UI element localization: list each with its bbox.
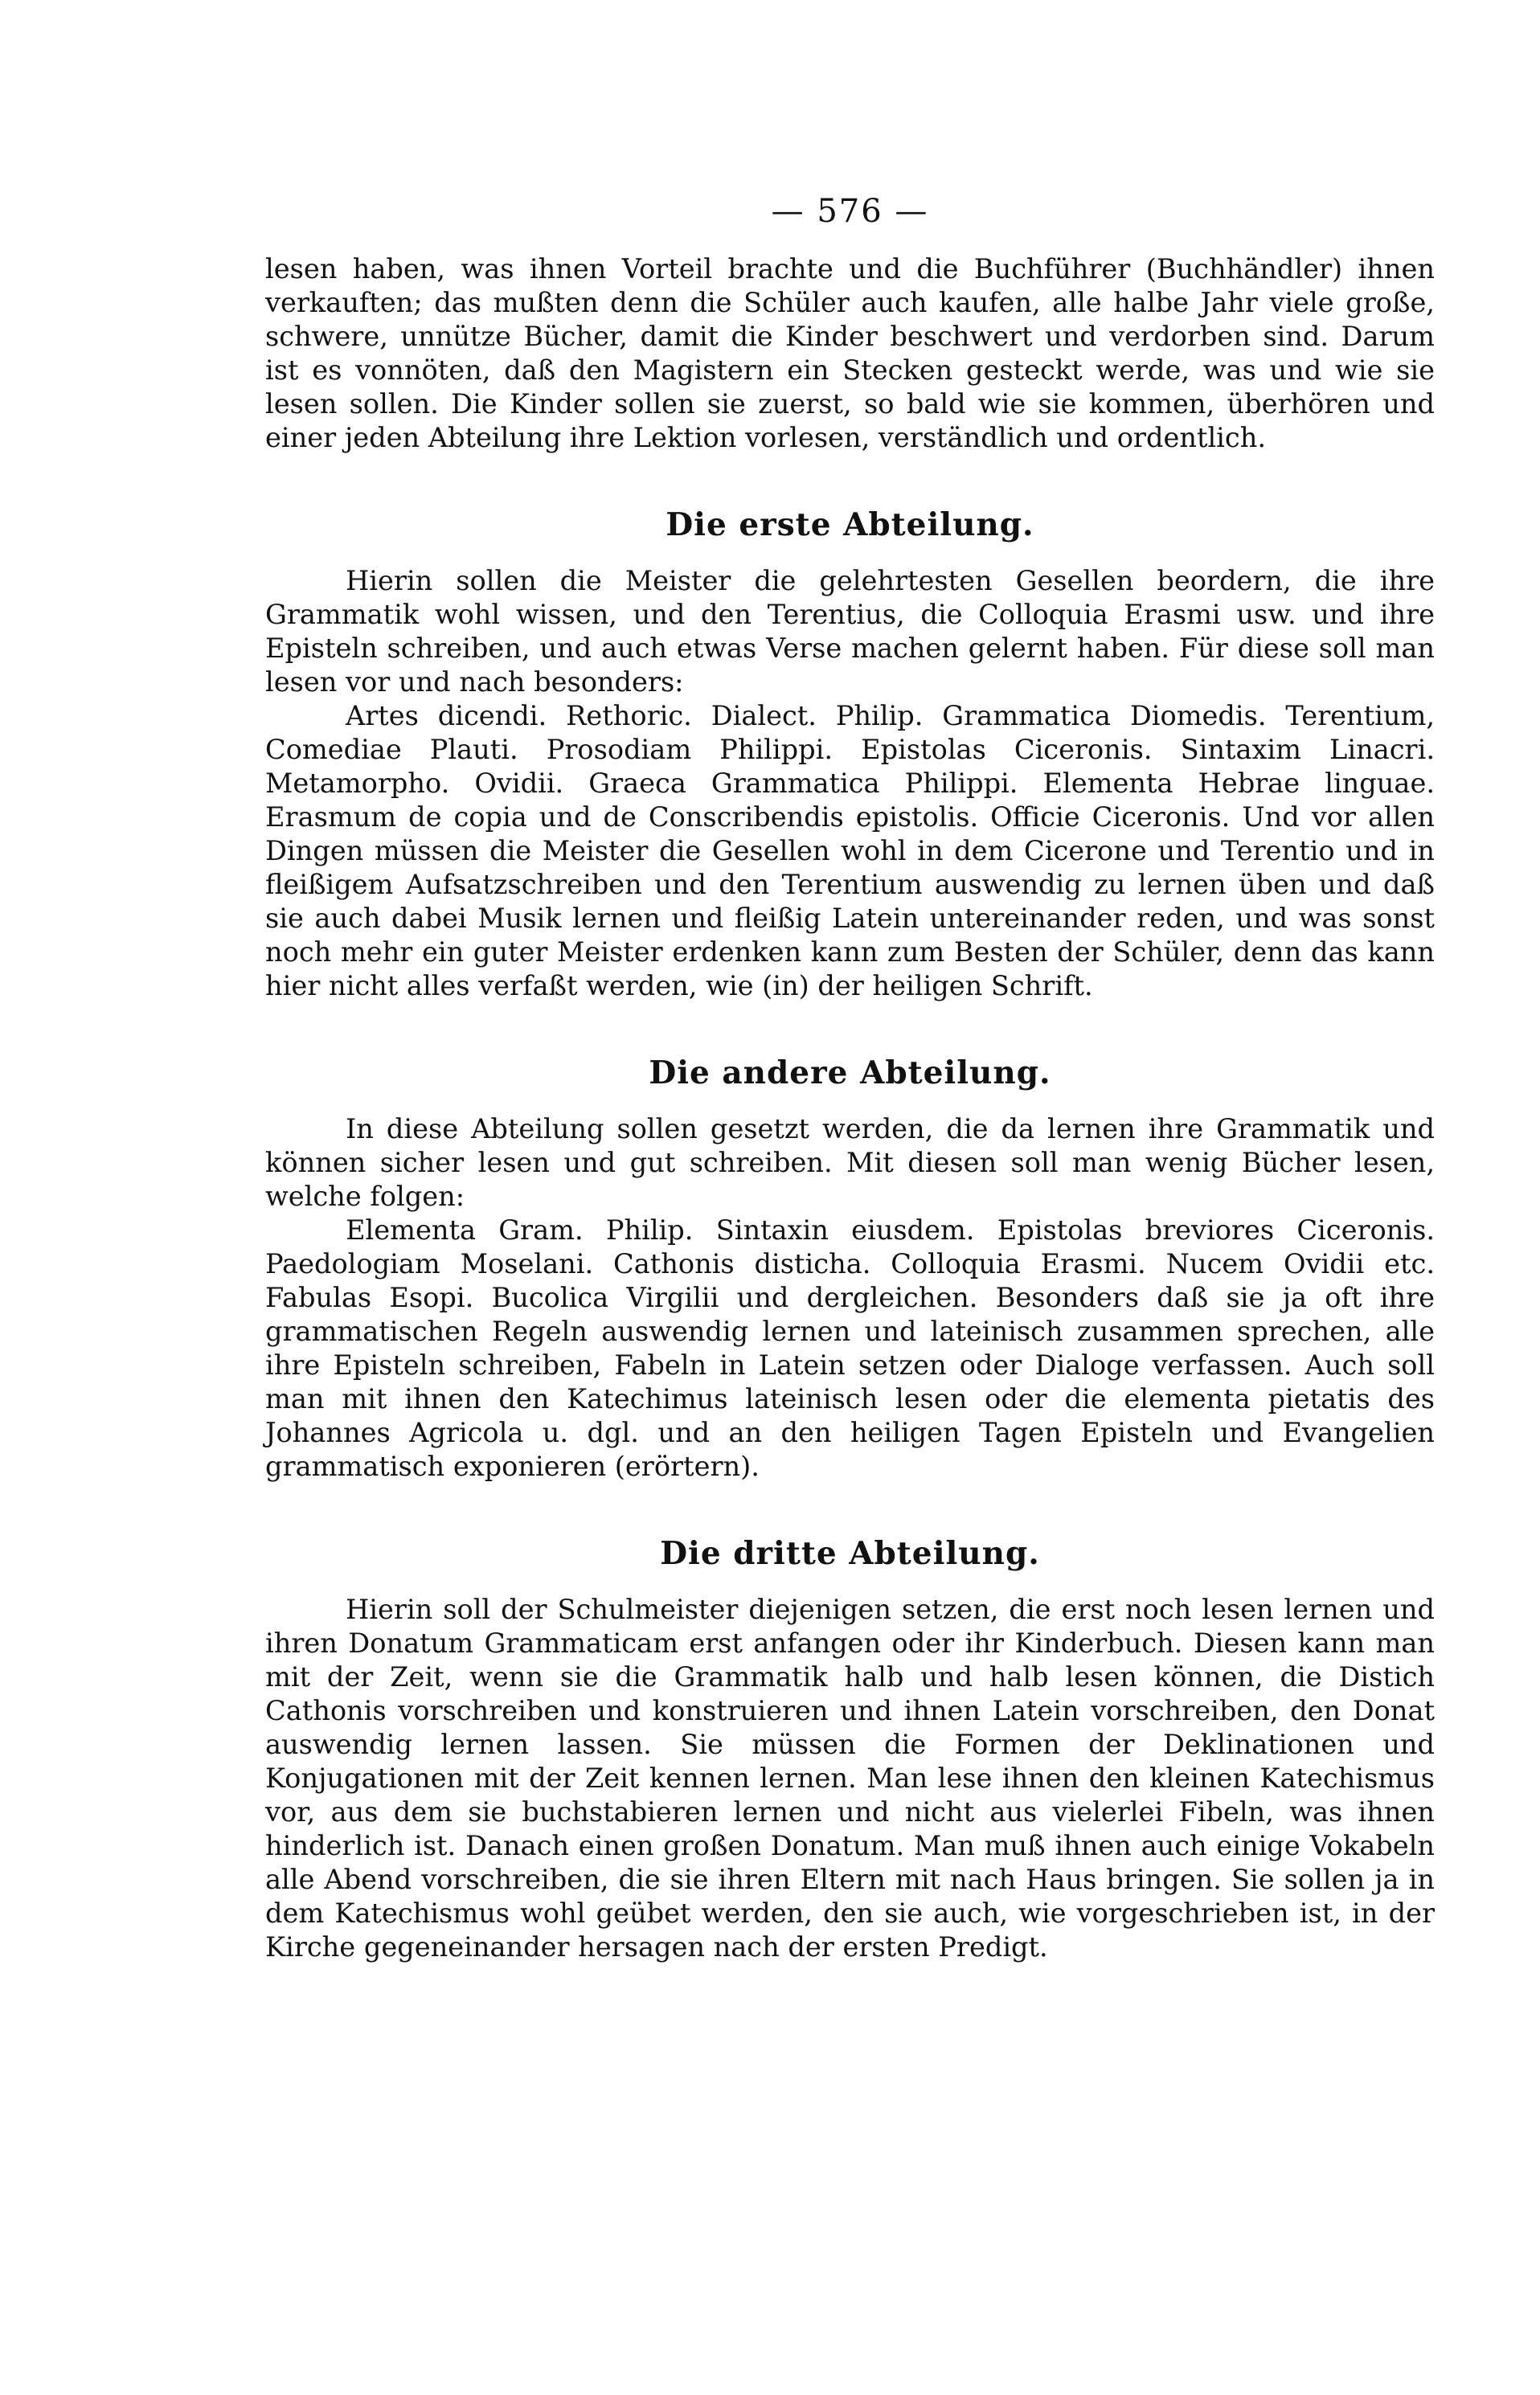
section-heading: Die erste Abteilung. xyxy=(666,506,1034,543)
section-erste-abteilung xyxy=(265,506,1435,1003)
book-list-paragraph: Artes dicendi. Rethoric. Dialect. Philip. Grammatica Diomedis. Terentium, Comediae Plauti. Prosodiam Philippi. Epistolas Ciceronis. Sintaxim Linacri. Metamorpho. Ovidii. Graeca Grammatica Philippi. Elementa Hebrae linguae. Erasmum de copia und de Conscribendis epistolis. Officie Ciceronis. Und vor allen Dingen müssen die Meister die Gesellen wohl in dem Cicerone und Terentio und in fleißigem Aufsatzschreiben und den Terentium auswendig zu lernen üben und daß sie auch dabei Musik lernen und fleißig Latein untereinander reden, und was sonst noch mehr ein guter Meister erdenken kann zum Besten der Schüler, denn das kann hier nicht alles verfaßt werden, wie (in) der heiligen Schrift. xyxy=(265,700,1435,1001)
book-list-paragraph: Elementa Gram. Philip. Sintaxin eiusdem. Epistolas breviores Ciceronis. Paedologiam Moselani. Cathonis disticha. Colloquia Erasmi. Nucem Ovidii etc. Fabulas Esopi. Bucolica Virgilii und dergleichen. Besonders daß sie ja oft ihre grammatischen Regeln auswendig lernen und lateinisch zusammen sprechen, alle ihre Episteln schreiben, Fabeln in Latein setzen oder Dialoge verfassen. Auch soll man mit ihnen den Katechimus lateinisch lesen oder die elementa pietatis des Johannes Agricola u. dgl. und an den heiligen Tagen Episteln und Evangelien grammatisch exponieren (erörtern). xyxy=(265,1214,1435,1482)
page-number: — 576 — xyxy=(771,193,929,230)
section-dritte-abteilung xyxy=(265,1535,1435,1964)
section-andere-abteilung xyxy=(265,1054,1435,1484)
document-page xyxy=(265,193,1435,1964)
section-heading: Die dritte Abteilung. xyxy=(660,1535,1040,1572)
section-paragraph: Hierin sollen die Meister die gelehrtesten Gesellen beordern, die ihre Grammatik wohl wissen, und den Terentius, die Colloquia Erasmi usw. und ihre Episteln schreiben, und auch etwas Verse machen gelernt haben. Für diese soll man lesen vor und nach besonders: xyxy=(265,565,1435,698)
intro-paragraph: lesen haben, was ihnen Vorteil brachte und die Buchführer (Buchhändler) ihnen verkauften; das mußten denn die Schüler auch kaufen, alle halbe Jahr viele große, schwere, unnütze Bücher, damit die Kinder beschwert und verdorben sind. Darum ist es vonnöten, daß den Magistern ein Stecken gesteckt werde, was und wie sie lesen sollen. Die Kinder sollen sie zuerst, so bald wie sie kommen, überhören und einer jeden Abteilung ihre Lektion vorlesen, verständlich und ordentlich. xyxy=(265,253,1435,453)
section-heading: Die andere Abteilung. xyxy=(649,1054,1051,1091)
section-paragraph: In diese Abteilung sollen gesetzt werden, die da lernen ihre Grammatik und können sicher lesen und gut schreiben. Mit diesen soll man wenig Bücher lesen, welche folgen: xyxy=(265,1113,1435,1212)
section-paragraph: Hierin soll der Schulmeister diejenigen setzen, die erst noch lesen lernen und ihren Donatum Grammaticam erst anfangen oder ihr Kinderbuch. Diesen kann man mit der Zeit, wenn sie die Grammatik halb und halb lesen können, die Distich Cathonis vorschreiben und konstruieren und ihnen Latein vorschreiben, den Donat auswendig lernen lassen. Sie müssen die Formen der Deklinationen und Konjugationen mit der Zeit kennen lernen. Man lese ihnen den kleinen Katechismus vor, aus dem sie buchstabieren lernen und nicht aus vielerlei Fibeln, was ihnen hinderlich ist. Danach einen großen Donatum. Man muß ihnen auch einige Vokabeln alle Abend vorschreiben, die sie ihren Eltern mit nach Haus bringen. Sie sollen ja in dem Katechismus wohl geübet werden, den sie auch, wie vorgeschrieben ist, in der Kirche gegeneinander hersagen nach der ersten Predigt. xyxy=(265,1594,1435,1963)
